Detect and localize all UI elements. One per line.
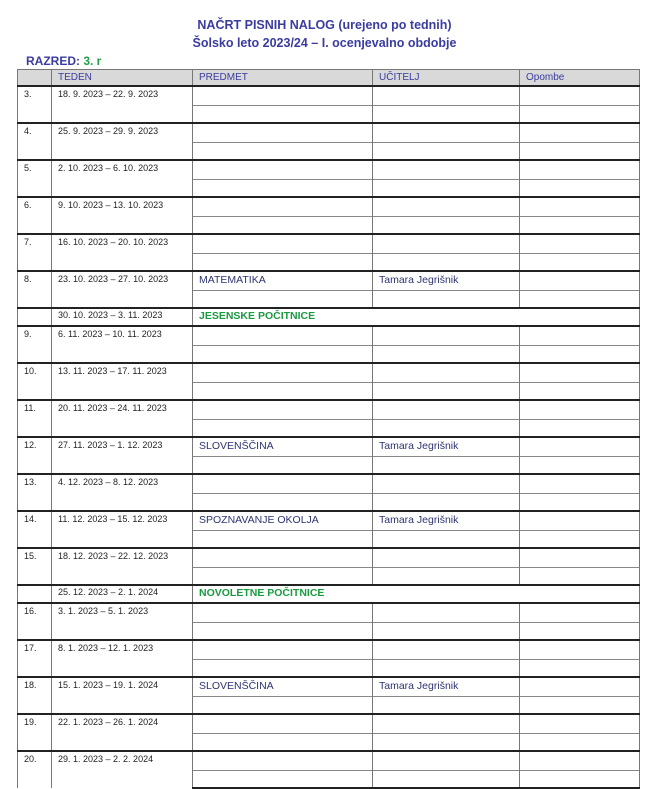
notes-cell-blank [520,660,640,678]
week-row [18,511,640,531]
notes-cell-blank [520,143,640,161]
notes-cell [520,437,640,457]
notes-cell [520,363,640,383]
class-info [26,54,101,68]
subject-cell-blank [193,420,373,438]
document-subtitle: Šolsko leto 2023/24 – I. ocenjevalno obdobje [192,36,457,50]
notes-cell [520,751,640,771]
subject-cell [193,86,373,106]
notes-cell-blank [520,180,640,198]
teacher-cell-blank [373,420,520,438]
week-range-cell: 11. 12. 2023 – 15. 12. 2023 [52,511,193,548]
teacher-cell [373,714,520,734]
column-header-notes: Opombe [520,70,640,87]
week-range-cell: 25. 12. 2023 – 2. 1. 2024 [52,585,193,603]
column-header-week: TEDEN [52,70,193,87]
teacher-cell-blank [373,531,520,549]
notes-cell [520,234,640,254]
subject-cell: SLOVENŠČINA [193,677,373,697]
week-row [18,400,640,420]
notes-cell [520,123,640,143]
week-row [18,160,640,180]
week-row [18,234,640,254]
notes-cell-blank [520,106,640,124]
week-range-cell: 30. 10. 2023 – 3. 11. 2023 [52,308,193,326]
week-row [18,197,640,217]
week-number-cell: 9. [18,326,52,363]
subject-cell [193,474,373,494]
teacher-cell-blank [373,346,520,364]
subject-cell [193,363,373,383]
teacher-cell [373,234,520,254]
teacher-cell: Tamara Jegrišnik [373,677,520,697]
teacher-cell-blank [373,143,520,161]
subject-cell-blank [193,106,373,124]
subject-cell-blank [193,457,373,475]
teacher-cell-blank [373,494,520,512]
notes-cell [520,474,640,494]
week-range-cell: 6. 11. 2023 – 10. 11. 2023 [52,326,193,363]
teacher-cell [373,197,520,217]
notes-cell [520,677,640,697]
week-number-cell: 19. [18,714,52,751]
teacher-cell-blank [373,660,520,678]
notes-cell-blank [520,623,640,641]
week-number-cell [18,308,52,326]
notes-cell [520,603,640,623]
teacher-cell [373,603,520,623]
teacher-cell [373,751,520,771]
subject-cell-blank [193,697,373,715]
teacher-cell [373,548,520,568]
table-body [18,86,640,788]
subject-cell [193,714,373,734]
week-number-cell: 18. [18,677,52,714]
notes-cell [520,640,640,660]
week-number-cell: 16. [18,603,52,640]
notes-cell [520,86,640,106]
week-range-cell: 13. 11. 2023 – 17. 11. 2023 [52,363,193,400]
subject-cell-blank [193,494,373,512]
teacher-cell-blank [373,734,520,752]
teacher-cell [373,640,520,660]
holiday-label: NOVOLETNE POČITNICE [193,585,640,603]
notes-cell [520,714,640,734]
notes-cell-blank [520,291,640,309]
teacher-cell [373,363,520,383]
week-range-cell: 22. 1. 2023 – 26. 1. 2024 [52,714,193,751]
week-number-cell: 7. [18,234,52,271]
subject-cell: SPOZNAVANJE OKOLJA [193,511,373,531]
subject-cell [193,197,373,217]
notes-cell-blank [520,346,640,364]
notes-cell-blank [520,457,640,475]
subject-cell-blank [193,771,373,789]
week-range-cell: 16. 10. 2023 – 20. 10. 2023 [52,234,193,271]
notes-cell [520,548,640,568]
subject-cell [193,160,373,180]
week-row [18,603,640,623]
week-row [18,548,640,568]
teacher-cell-blank [373,697,520,715]
week-range-cell: 9. 10. 2023 – 13. 10. 2023 [52,197,193,234]
week-range-cell: 27. 11. 2023 – 1. 12. 2023 [52,437,193,474]
subject-cell-blank [193,217,373,235]
subject-cell [193,400,373,420]
holiday-label: JESENSKE POČITNICE [193,308,640,326]
subject-cell-blank [193,254,373,272]
table-header-row [18,70,640,87]
week-row [18,271,640,291]
subject-cell [193,326,373,346]
week-row [18,751,640,771]
teacher-cell-blank [373,457,520,475]
week-number-cell: 17. [18,640,52,677]
subject-cell [193,548,373,568]
teacher-cell-blank [373,383,520,401]
subject-cell-blank [193,531,373,549]
notes-cell-blank [520,420,640,438]
teacher-cell [373,123,520,143]
week-row [18,123,640,143]
subject-cell-blank [193,734,373,752]
week-range-cell: 15. 1. 2023 – 19. 1. 2024 [52,677,193,714]
week-range-cell: 18. 9. 2023 – 22. 9. 2023 [52,86,193,123]
subject-cell-blank [193,143,373,161]
notes-cell-blank [520,217,640,235]
week-range-cell: 3. 1. 2023 – 5. 1. 2023 [52,603,193,640]
notes-cell-blank [520,254,640,272]
notes-cell [520,326,640,346]
week-number-cell [18,585,52,603]
week-range-cell: 4. 12. 2023 – 8. 12. 2023 [52,474,193,511]
week-row [18,640,640,660]
class-label: RAZRED: [26,54,80,68]
week-range-cell: 29. 1. 2023 – 2. 2. 2024 [52,751,193,788]
holiday-row [18,308,640,326]
subject-cell [193,603,373,623]
week-row [18,677,640,697]
week-range-cell: 25. 9. 2023 – 29. 9. 2023 [52,123,193,160]
notes-cell-blank [520,734,640,752]
teacher-cell-blank [373,106,520,124]
teacher-cell-blank [373,568,520,586]
teacher-cell [373,160,520,180]
teacher-cell-blank [373,771,520,789]
teacher-cell-blank [373,291,520,309]
week-row [18,326,640,346]
week-number-cell: 13. [18,474,52,511]
week-number-cell: 5. [18,160,52,197]
subject-cell-blank [193,623,373,641]
teacher-cell-blank [373,180,520,198]
notes-cell-blank [520,568,640,586]
column-header-teacher: UČITELJ [373,70,520,87]
teacher-cell [373,86,520,106]
holiday-row [18,585,640,603]
week-row [18,363,640,383]
teacher-cell-blank [373,217,520,235]
week-row [18,714,640,734]
class-value: 3. r [83,54,102,68]
teacher-cell: Tamara Jegrišnik [373,511,520,531]
teacher-cell-blank [373,254,520,272]
week-range-cell: 18. 12. 2023 – 22. 12. 2023 [52,548,193,585]
week-number-cell: 3. [18,86,52,123]
week-number-cell: 11. [18,400,52,437]
notes-cell-blank [520,771,640,789]
notes-cell [520,160,640,180]
notes-cell [520,197,640,217]
teacher-cell [373,474,520,494]
week-number-cell: 4. [18,123,52,160]
subject-cell [193,751,373,771]
notes-cell [520,511,640,531]
teacher-cell [373,400,520,420]
subject-cell: MATEMATIKA [193,271,373,291]
notes-cell [520,271,640,291]
subject-cell-blank [193,346,373,364]
subject-cell: SLOVENŠČINA [193,437,373,457]
week-number-cell: 10. [18,363,52,400]
column-header-number [18,70,52,87]
subject-cell-blank [193,180,373,198]
week-range-cell: 23. 10. 2023 – 27. 10. 2023 [52,271,193,308]
subject-cell [193,123,373,143]
teacher-cell [373,326,520,346]
subject-cell-blank [193,660,373,678]
notes-cell-blank [520,383,640,401]
week-number-cell: 20. [18,751,52,788]
document-title: NAČRT PISNIH NALOG (urejeno po tednih) [197,18,452,32]
week-row [18,437,640,457]
subject-cell-blank [193,383,373,401]
week-row [18,86,640,106]
week-number-cell: 15. [18,548,52,585]
week-number-cell: 6. [18,197,52,234]
week-number-cell: 8. [18,271,52,308]
subject-cell [193,234,373,254]
teacher-cell-blank [373,623,520,641]
notes-cell [520,400,640,420]
teacher-cell: Tamara Jegrišnik [373,437,520,457]
subject-cell-blank [193,291,373,309]
week-range-cell: 8. 1. 2023 – 12. 1. 2023 [52,640,193,677]
exam-schedule-table [17,69,640,789]
week-number-cell: 12. [18,437,52,474]
week-range-cell: 2. 10. 2023 – 6. 10. 2023 [52,160,193,197]
notes-cell-blank [520,697,640,715]
notes-cell-blank [520,494,640,512]
teacher-cell: Tamara Jegrišnik [373,271,520,291]
week-range-cell: 20. 11. 2023 – 24. 11. 2023 [52,400,193,437]
column-header-subject: PREDMET [193,70,373,87]
subject-cell [193,640,373,660]
week-row [18,474,640,494]
notes-cell-blank [520,531,640,549]
subject-cell-blank [193,568,373,586]
week-number-cell: 14. [18,511,52,548]
